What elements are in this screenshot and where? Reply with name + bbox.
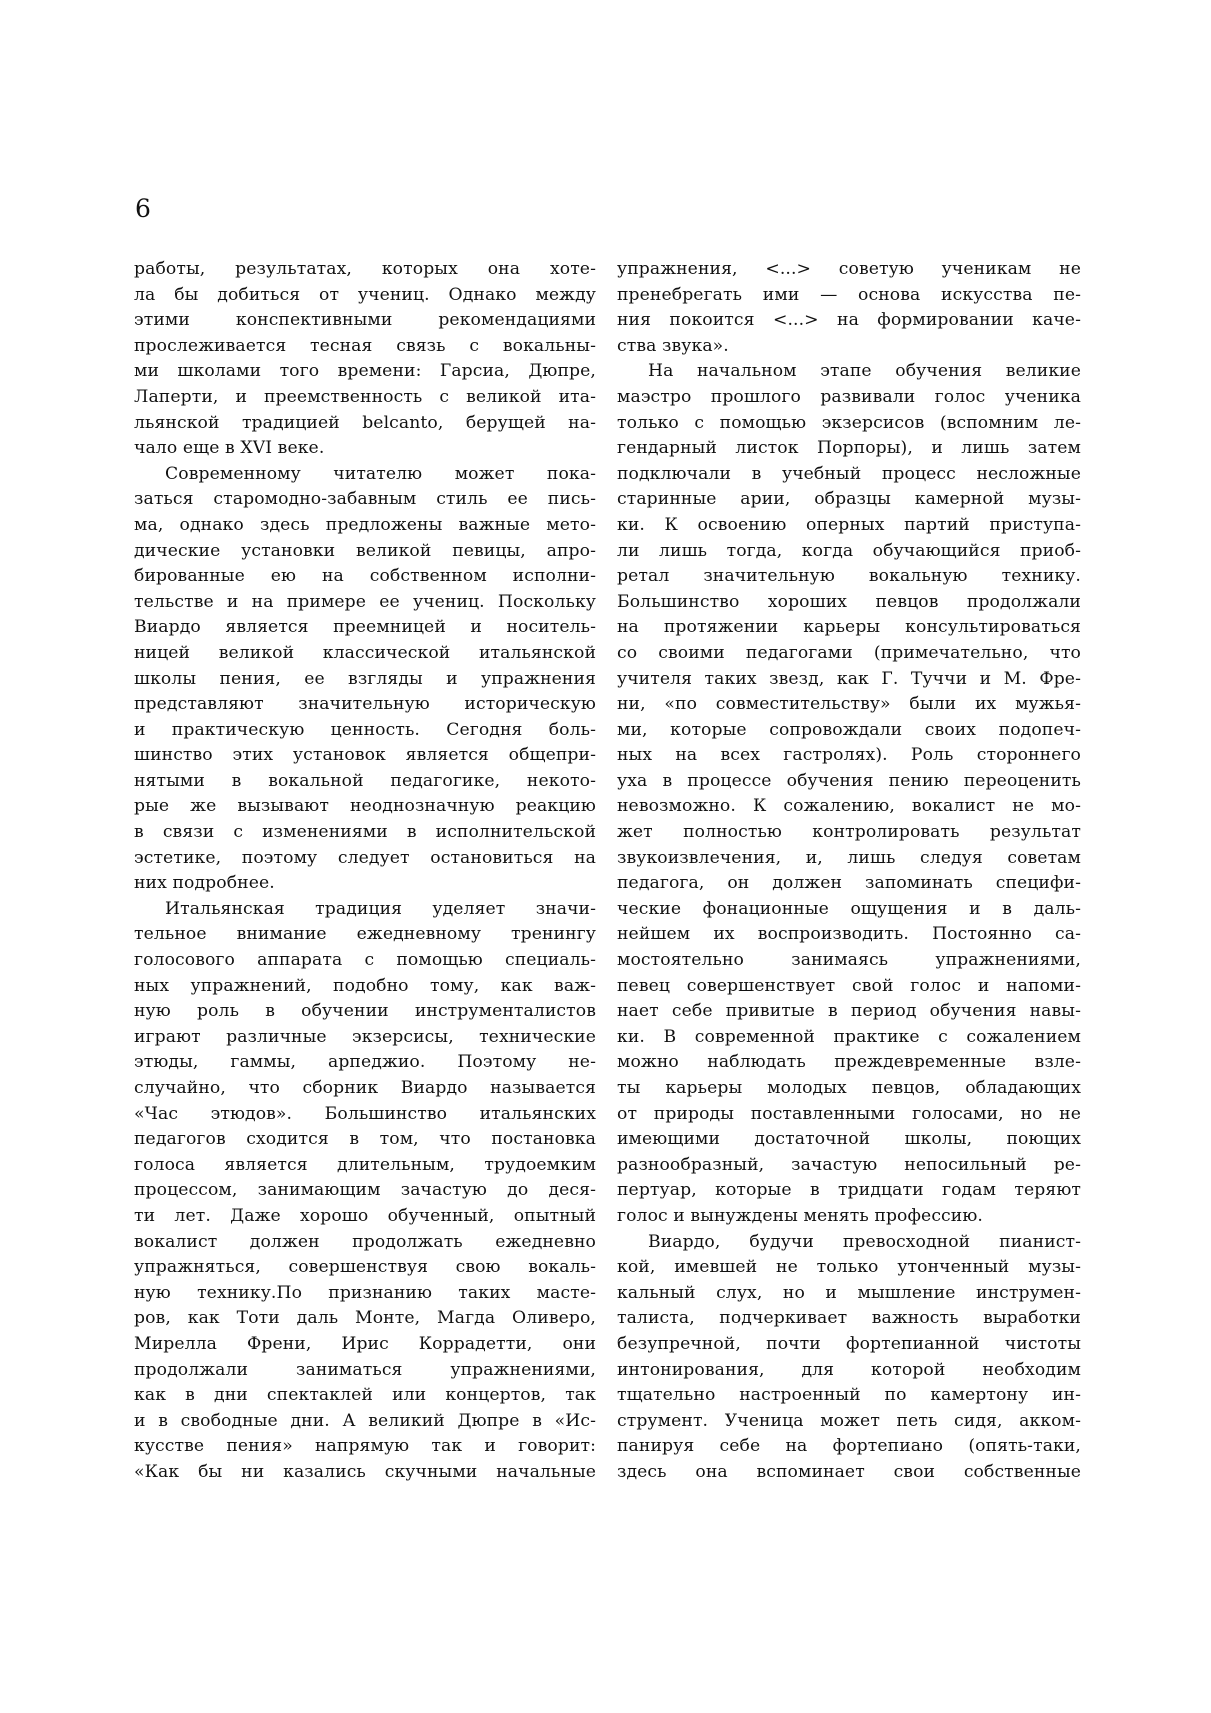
text-line: дические установки великой певицы, апро- [134, 540, 596, 561]
text-line: Современному читателю может пока- [165, 463, 596, 484]
text-line: панируя себе на фортепиано (опять-таки, [617, 1436, 1081, 1457]
text-line: ли лишь тогда, когда обучающийся приоб- [617, 540, 1081, 561]
text-line: звукоизвлечения, и, лишь следуя советам [617, 847, 1081, 868]
text-line: кальный слух, но и мышление инструмен- [617, 1282, 1081, 1303]
text-line: интонирования, для которой необходим [617, 1359, 1081, 1380]
text-line: уха в процессе обучения пению переоценить [617, 770, 1081, 791]
text-line: льянской традицией belcanto, берущей на- [134, 412, 596, 433]
text-line: можно наблюдать преждевременные взле- [617, 1052, 1081, 1073]
page-number: 6 [135, 194, 151, 223]
text-line: кой, имевшей не только утонченный музы- [617, 1257, 1081, 1278]
text-line: тельное внимание ежедневному тренингу [134, 924, 596, 945]
text-line: мостоятельно занимаясь упражнениями, [617, 950, 1081, 971]
text-line: ретал значительную вокальную технику. [617, 566, 1081, 587]
text-line: ных упражнений, подобно тому, как важ- [134, 975, 596, 996]
text-line: гендарный листок Порпоры), и лишь затем [617, 438, 1081, 459]
text-line: как в дни спектаклей или концертов, так [134, 1385, 596, 1406]
text-line: ма, однако здесь предложены важные мето- [134, 514, 596, 535]
text-line: продолжали заниматься упражнениями, [134, 1359, 596, 1380]
text-line: ницей великой классической итальянской [134, 642, 596, 663]
text-line: этюды, гаммы, арпеджио. Поэтому не- [134, 1052, 596, 1073]
text-line: процессом, занимающим зачастую до деся- [134, 1180, 596, 1201]
text-line: струмент. Ученица может петь сидя, акком- [617, 1410, 1081, 1431]
text-line: ни, «по совместительству» были их мужья- [617, 694, 1081, 715]
text-line: безупречной, почти фортепианной чистоты [617, 1333, 1081, 1354]
text-line: нейшем их воспроизводить. Постоянно са- [617, 924, 1081, 945]
text-line: разнообразный, зачастую непосильный ре- [617, 1154, 1081, 1175]
text-line: певец совершенствует свой голос и напоми- [617, 975, 1081, 996]
text-line: эстетике, поэтому следует остановиться на [134, 847, 596, 868]
text-line: ства звука». [617, 335, 729, 356]
text-line: талиста, подчеркивает важность выработки [617, 1308, 1081, 1329]
text-line: нает себе привитые в период обучения навы- [617, 1001, 1081, 1022]
text-line: голоса является длительным, трудоемким [134, 1154, 596, 1175]
text-line: здесь она вспоминает свои собственные [617, 1461, 1081, 1482]
text-line: тщательно настроенный по камертону ин- [617, 1385, 1081, 1406]
text-line: голос и вынуждены менять профессию. [617, 1205, 983, 1226]
text-line: ты карьеры молодых певцов, обладающих [617, 1078, 1081, 1098]
text-line: Лаперти, и преемственность с великой ита- [134, 386, 596, 407]
text-line: ми школами того времени: Гарсиа, Дюпре, [134, 361, 596, 382]
text-line: подключали в учебный процесс несложные [617, 463, 1081, 484]
text-line: тельстве и на примере ее учениц. Поскольку [134, 591, 596, 612]
text-line: Мирелла Френи, Ирис Коррадетти, они [134, 1333, 596, 1354]
text-line: ми, которые сопровождали своих подопеч- [617, 719, 1081, 740]
text-line: заться старомодно-забавным стиль ее пись- [134, 489, 596, 510]
text-line: ную роль в обучении инструменталистов [134, 1001, 596, 1022]
text-line: в связи с изменениями в исполнительской [134, 822, 596, 843]
text-line: ных на всех гастролях). Роль стороннего [617, 745, 1081, 766]
text-line: ния покоится <...> на формировании каче- [617, 310, 1081, 331]
text-line: шинство этих установок является общепри- [134, 745, 596, 766]
text-line: ную технику.По признанию таких масте- [134, 1282, 596, 1303]
text-line: ров, как Тоти даль Монте, Магда Оливеро, [134, 1308, 596, 1329]
text-line: педагога, он должен запоминать специфи- [617, 873, 1081, 894]
text-line: них подробнее. [134, 873, 275, 894]
text-line: прослеживается тесная связь с вокальны- [134, 335, 596, 356]
text-line: и практическую ценность. Сегодня боль- [134, 719, 596, 740]
text-line: от природы поставленными голосами, но не [617, 1103, 1081, 1124]
text-line: маэстро прошлого развивали голос ученика [617, 386, 1081, 407]
text-line: рые же вызывают неоднозначную реакцию [134, 796, 596, 817]
text-line: нятыми в вокальной педагогике, некото- [134, 770, 596, 791]
text-line: Большинство хороших певцов продолжали [617, 591, 1081, 612]
text-line: работы, результатах, которых она хоте- [134, 259, 596, 279]
text-line: Виардо, будучи превосходной пианист- [648, 1231, 1081, 1252]
text-line: пертуар, которые в тридцати годам теряют [617, 1180, 1081, 1201]
right-column [617, 257, 1081, 1486]
text-line: пренебрегать ими — основа искусства пе- [617, 284, 1081, 305]
text-line: педагогов сходится в том, что постановка [134, 1129, 596, 1150]
text-line: жет полностью контролировать результат [617, 822, 1081, 843]
left-column [134, 257, 596, 1486]
text-line: чало еще в XVI веке. [134, 438, 325, 459]
text-line: упражнения, <...> советую ученикам не [617, 259, 1081, 279]
text-line: невозможно. К сожалению, вокалист не мо- [617, 796, 1081, 817]
text-line: школы пения, ее взгляды и упражнения [134, 668, 596, 689]
text-line: случайно, что сборник Виардо называется [134, 1078, 596, 1098]
text-line: Виардо является преемницей и носитель- [134, 617, 596, 638]
text-line: ки. В современной практике с сожалением [617, 1026, 1081, 1047]
text-line: и в свободные дни. А великий Дюпре в «Ис- [134, 1410, 596, 1431]
text-line: старинные арии, образцы камерной музы- [617, 489, 1081, 510]
text-line: Итальянская традиция уделяет значи- [165, 898, 596, 919]
text-line: учителя таких звезд, как Г. Туччи и М. Фре- [617, 668, 1081, 689]
text-line: «Час этюдов». Большинство итальянских [134, 1103, 596, 1124]
text-line: «Как бы ни казались скучными начальные [134, 1461, 596, 1482]
text-line: ла бы добиться от учениц. Однако между [134, 284, 596, 305]
text-line: ческие фонационные ощущения и в даль- [617, 898, 1081, 919]
text-line: бированные ею на собственном исполни- [134, 566, 596, 587]
text-line: имеющими достаточной школы, поющих [617, 1129, 1081, 1150]
text-line: представляют значительную историческую [134, 694, 596, 715]
text-line: со своими педагогами (примечательно, что [617, 642, 1081, 663]
text-line: голосового аппарата с помощью специаль- [134, 950, 596, 971]
text-line: кусстве пения» напрямую так и говорит: [134, 1436, 596, 1457]
text-line: на протяжении карьеры консультироваться [617, 617, 1081, 638]
text-line: ти лет. Даже хорошо обученный, опытный [134, 1205, 596, 1226]
text-line: ки. К освоению оперных партий приступа- [617, 514, 1081, 535]
text-line: играют различные экзерсисы, технические [134, 1026, 596, 1047]
text-line: На начальном этапе обучения великие [648, 361, 1081, 382]
text-line: упражняться, совершенствуя свою вокаль- [134, 1257, 596, 1278]
text-line: только с помощью экзерсисов (вспомним ле- [617, 412, 1081, 433]
text-line: этими конспективными рекомендациями [134, 310, 596, 331]
text-line: вокалист должен продолжать ежедневно [134, 1231, 596, 1252]
